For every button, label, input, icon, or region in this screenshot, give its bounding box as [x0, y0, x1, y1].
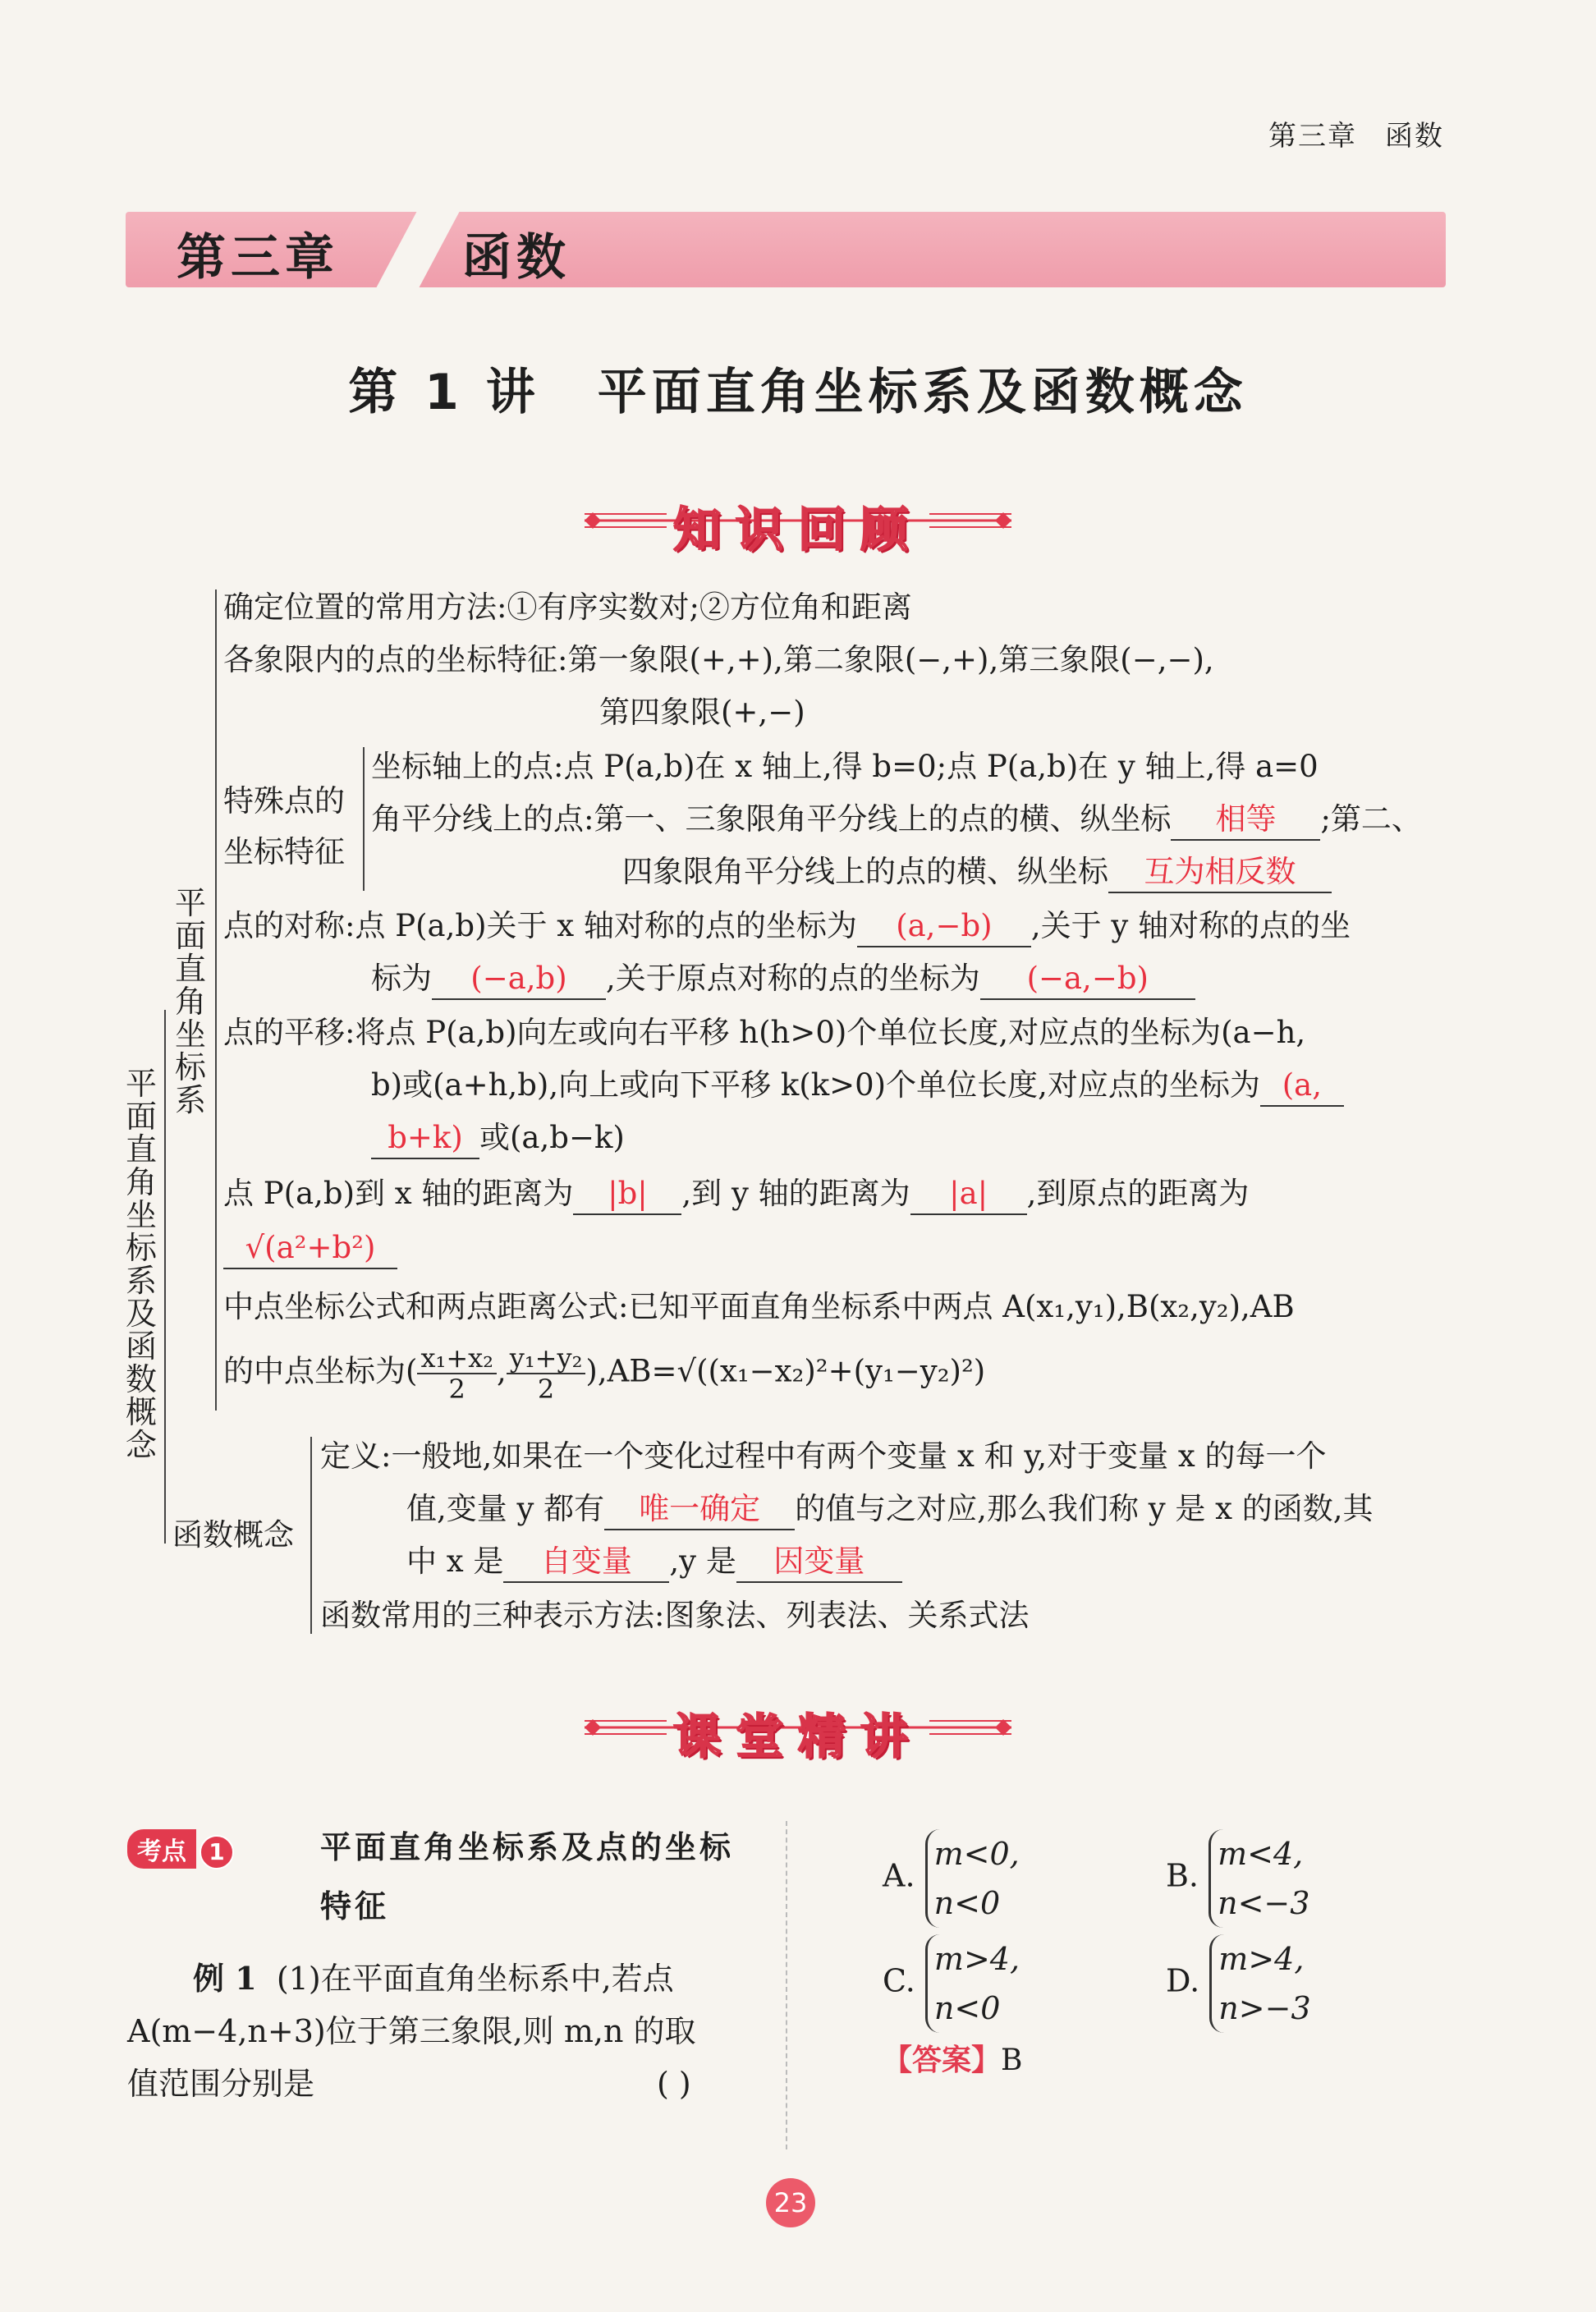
answer-unique: 唯一确定 [604, 1489, 795, 1530]
tree-line-function-def2: 值,变量 y 都有 唯一确定 的值与之对应,那么我们称 y 是 x 的函数,其 [406, 1489, 1374, 1530]
branch1-brace [215, 589, 217, 1411]
tree-branch2-label: 函数概念 [172, 1517, 294, 1553]
option-a[interactable]: A. m<0, n<0 [883, 1829, 1020, 1928]
running-head-title: 函数 [1385, 120, 1444, 153]
branch2-brace [310, 1437, 312, 1634]
tree-line-quadrant4: 第四象限(+,−) [599, 695, 805, 730]
root-brace [164, 1010, 166, 1544]
lesson-number: 第 1 讲 [348, 364, 540, 421]
tree-line-representations: 函数常用的三种表示方法:图象法、列表法、关系式法 [320, 1598, 1030, 1633]
kaodian-badge [127, 1829, 234, 1869]
section-banner-review [568, 484, 1028, 557]
option-c[interactable]: C. m>4, n<0 [883, 1934, 1020, 2033]
answer-shift-1: (a, [1260, 1066, 1344, 1107]
answer-dist-y: |a| [910, 1174, 1027, 1215]
tree-line-translation2: b)或(a+h,b),向上或向下平移 k(k>0)个单位长度,对应点的坐标为 (a, [371, 1066, 1344, 1107]
tree-line-translation1: 点的平移:将点 P(a,b)向左或向右平移 h(h>0)个单位长度,对应点的坐标为(a−h, [223, 1015, 1306, 1050]
tree-line-distance-origin [223, 1228, 397, 1269]
answer-sym-x: (a,−b) [857, 906, 1031, 947]
lesson-title [0, 353, 1596, 424]
answer-dep: 因变量 [736, 1542, 902, 1583]
tree-root-label: 平面直角坐标系及函数概念 [125, 1066, 157, 1463]
option-d-system: m>4, n>−3 [1209, 1934, 1310, 2033]
tree-line-function-def3: 中 x 是 自变量 ,y 是 因变量 [406, 1542, 902, 1583]
answer-tag: 【答案】 [883, 2044, 1002, 2077]
answer-indep: 自变量 [503, 1542, 669, 1583]
example-line-2: A(m−4,n+3)位于第三象限,则 m,n 的取 [127, 2013, 696, 2049]
answer-line [883, 2041, 1022, 2080]
lesson-name: 平面直角坐标系及函数概念 [597, 364, 1248, 421]
page-number: 23 [766, 2178, 815, 2227]
tree-branch1-label: 平面直角坐标系 [174, 885, 206, 1118]
option-c-system: m>4, n<0 [925, 1934, 1020, 2033]
running-head-chapter: 第三章 [1268, 120, 1357, 153]
tree-line-axis-points: 坐标轴上的点:点 P(a,b)在 x 轴上,得 b=0;点 P(a,b)在 y 轴上,得 a=0 [371, 749, 1319, 784]
option-a-system: m<0, n<0 [925, 1829, 1020, 1928]
example-line-1: 例 1 (1)在平面直角坐标系中,若点 [193, 1960, 674, 1997]
example-line-3: 值范围分别是 [127, 2066, 315, 2102]
answer-shift-2: b+k) [371, 1118, 479, 1159]
running-head [1241, 113, 1444, 154]
example-label: 例 1 [193, 1960, 257, 1997]
section-lecture-label: 课堂精讲 [672, 1709, 923, 1764]
tree-line-methods: 确定位置的常用方法:①有序实数对;②方位角和距离 [223, 589, 912, 625]
kaodian-title-2: 特征 [320, 1888, 390, 1924]
tree-line-function-def1: 定义:一般地,如果在一个变化过程中有两个变量 x 和 y,对于变量 x 的每一个 [320, 1438, 1327, 1474]
chapter-banner [126, 212, 1446, 287]
option-b[interactable]: B. m<4, n<−3 [1166, 1829, 1309, 1928]
frac-y: $\frac{\text{y₁+y₂}}{2}$ [507, 1343, 586, 1404]
answer-sym-o: (−a,−b) [980, 959, 1195, 1000]
tree-line-symmetry2: 标为 (−a,b) ,关于原点对称的点的坐标为 (−a,−b) [371, 959, 1195, 1000]
tree-line-symmetry1: 点的对称:点 P(a,b)关于 x 轴对称的点的坐标为 (a,−b) ,关于 y 轴对称的点的坐 [223, 906, 1351, 947]
frac-x: $\frac{\text{x₁+x₂}}{2}$ [417, 1343, 497, 1404]
section-banner-lecture [568, 1691, 1028, 1764]
kaodian-number: 1 [200, 1835, 234, 1869]
answer-equal: 相等 [1171, 800, 1320, 841]
option-b-system: m<4, n<−3 [1208, 1829, 1309, 1928]
chapter-banner-number: 第三章 [177, 229, 339, 287]
tree-line-bisector1: 角平分线上的点:第一、三象限角平分线上的点的横、纵坐标 相等 ;第二、 [371, 800, 1422, 841]
tree-line-translation3: b+k) 或(a,b−k) [371, 1118, 625, 1159]
answer-dist-o: √(a²+b²) [223, 1228, 397, 1269]
special-points-brace [363, 747, 365, 891]
example-answer-paren: ( ) [657, 2066, 691, 2102]
tree-line-midpoint2: 的中点坐标为( $\frac{\text{x₁+x₂}}{2}$, $\frac{\text{y₁+y₂}}{2}),AB=√((x_1-x_2)^2+(y_1-y_2)^2)$ [223, 1342, 986, 1405]
tree-line-distance: 点 P(a,b)到 x 轴的距离为 |b| ,到 y 轴的距离为 |a| ,到原点的距离为 [223, 1174, 1249, 1215]
chapter-banner-title: 函数 [462, 229, 571, 287]
option-d[interactable]: D. m>4, n>−3 [1166, 1934, 1311, 2033]
answer-opposite: 互为相反数 [1108, 852, 1332, 893]
tree-line-midpoint1: 中点坐标公式和两点距离公式:已知平面直角坐标系中两点 A(x₁,y₁),B(x₂,y₂),AB [223, 1289, 1295, 1324]
answer-dist-x: |b| [573, 1174, 681, 1215]
special-points-label: 特殊点的坐标特征 [223, 783, 345, 869]
tree-line-quadrants: 各象限内的点的坐标特征:第一象限(+,+),第二象限(−,+),第三象限(−,−), [223, 642, 1214, 677]
section-review-label: 知识回顾 [672, 502, 923, 557]
answer-sym-y: (−a,b) [432, 959, 606, 1000]
tree-line-bisector2: 四象限角平分线上的点的横、纵坐标 互为相反数 [622, 852, 1332, 893]
kaodian-title-1: 平面直角坐标系及点的坐标 [320, 1829, 735, 1865]
kaodian-tag: 考点 [127, 1829, 196, 1869]
column-divider [786, 1821, 787, 2149]
answer-value: B [1001, 2044, 1023, 2077]
